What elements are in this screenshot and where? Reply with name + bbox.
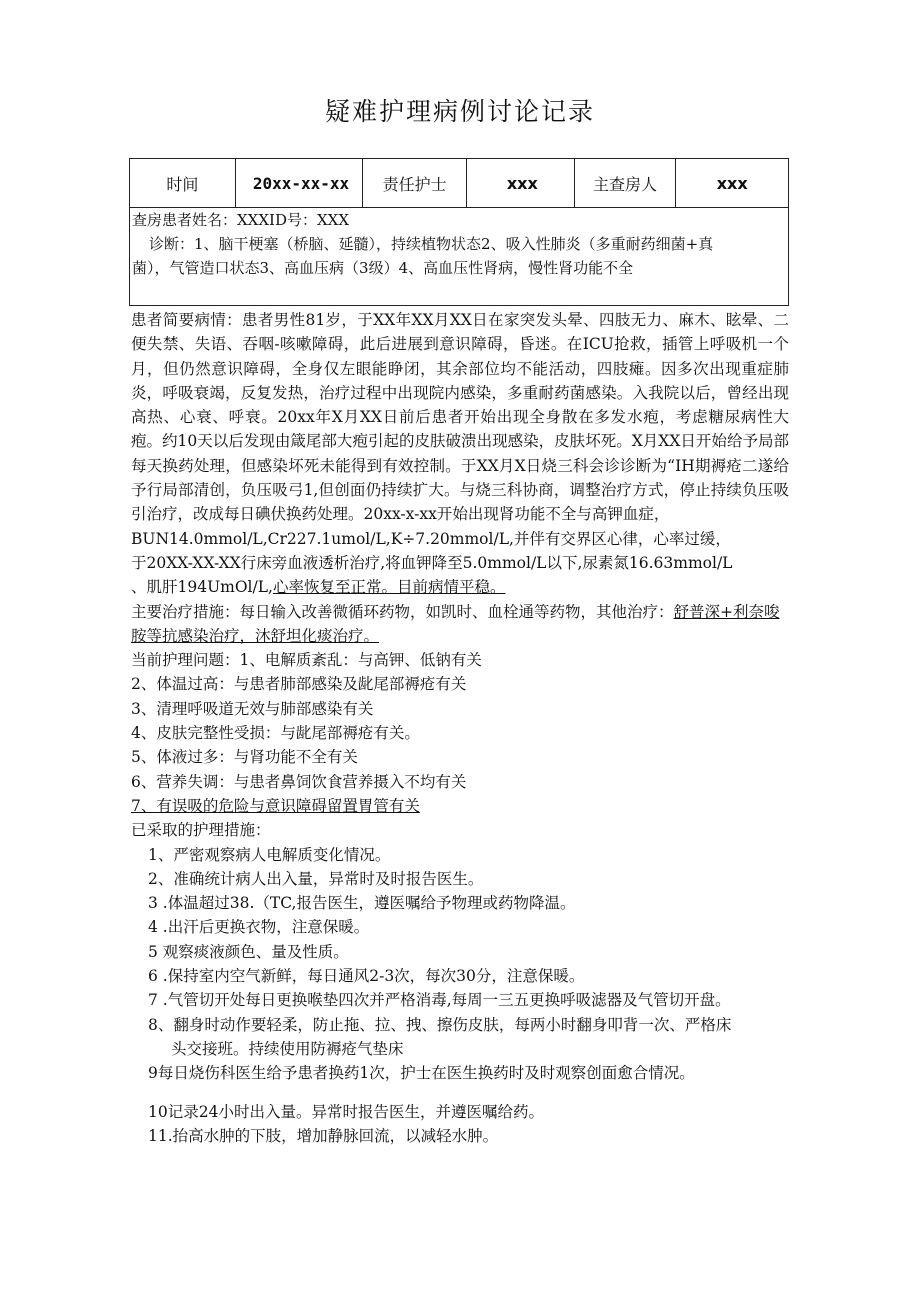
measure-item: 10记录24小时出入量。异常时报告医生，并遵医嘱给药。 bbox=[148, 1102, 544, 1121]
problem-item: 7、有误吸的危险与意识障碍留置胃管有关 bbox=[131, 796, 420, 815]
rounds-label: 主查房人 bbox=[575, 159, 677, 207]
problems-header: 当前护理问题：1、电解质紊乱：与高钾、低钠有关 bbox=[131, 651, 482, 670]
history-paragraph: 患者简要病情：患者男性81岁，于XX年XX月XX日在家突发头晕、四肢无力、麻木、眩晕、二便失禁、失语、吞咽-咳嗽障碍，此后进展到意识障碍，昏迷。在ICU抢救，插管上呼吸机一个月，但仍然意识障碍，全身仅左眼能睁闭，其余部位均不能活动，四肢瘫。因多次出现重症肺炎，呼吸衰竭，反复发热，治疗过程中出现院内感染，多重耐药菌感染。入我院以后，曾经出现高热、心衰、呼衰。20xx年X月XX日前后患者开始出现全身散在多发水疱，考虑糖尿病性大疱。约10天以后发现由箴尾部大疱引起的皮肤破溃出现感染，皮肤坏死。X月XX日开始给予局部每天换药处理，但感染坏死未能得到有效控制。于XX月X日烧三科会诊诊断为“IH期褥疮二遂给予行局部清创，负压吸弓1,但创面仍持续扩大。与烧三科协商，调整治疗方式，停止持续负压吸引治疗，改成每日碘伏换药处理。20xx-x-xx开始出现肾功能不全与高钾血症， bbox=[131, 311, 789, 524]
history-last-line bbox=[131, 575, 789, 599]
patient-line: 查房患者姓名：XXXID号：XXX bbox=[132, 211, 350, 229]
problem-item: 5、体液过多：与肾功能不全有关 bbox=[131, 748, 358, 767]
measures-header: 已采取的护理措施： bbox=[131, 821, 271, 840]
record-body bbox=[131, 308, 789, 1148]
measure-item-continued: 头交接班。持续使用防褥疮气垫床 bbox=[171, 1039, 404, 1058]
nurse-value: xxx bbox=[467, 159, 575, 207]
diagnosis-line-2: 菌），气管造口状态3、高血压病（3级）4、高血压性肾病，慢性肾功能不全 bbox=[132, 259, 634, 277]
problem-item: 3、清理呼吸道无效与肺部感染有关 bbox=[131, 699, 374, 718]
measure-item: 6 .保持室内空气新鲜，每日通风2-3次，每次30分，注意保暖。 bbox=[148, 967, 585, 986]
time-label: 时间 bbox=[130, 159, 236, 207]
page-title: 疑难护理病例讨论记录 bbox=[324, 97, 595, 126]
measure-item: 5 观察痰液颜色、量及性质。 bbox=[148, 942, 349, 961]
measure-item: 3 .体温超过38.（TC,报告医生，遵医嘱给予物理或药物降温。 bbox=[148, 894, 576, 913]
measure-item: 7 .气管切开处每日更换喉垫四次并严格消毒,每周一三五更换呼吸滤器及气管切开盘。 bbox=[148, 991, 731, 1010]
nurse-label: 责任护士 bbox=[363, 159, 467, 207]
measure-item: 8、翻身时动作要轻柔，防止拖、拉、拽、擦伤皮肤，每两小时翻身叩背一次、严格床 bbox=[148, 1015, 732, 1034]
header-table bbox=[129, 158, 789, 208]
measure-item: 4 .出汗后更换衣物，注意保暖。 bbox=[148, 918, 370, 937]
treatment-anti-infection: 舒普深+利奈唆胺等抗感染治疗，沐舒坦化痰治疗。 bbox=[131, 602, 780, 645]
rounds-value: xxx bbox=[716, 173, 748, 193]
measure-item: 2、准确统计病人出入量，异常时及时报告医生。 bbox=[148, 869, 484, 888]
measure-item: 11.抬高水肿的下肢，增加静脉回流，以减轻水肿。 bbox=[148, 1126, 499, 1145]
measure-item: 9每日烧伤科医生给予患者换药1次，护士在医生换药时及时观察创面愈合情况。 bbox=[148, 1064, 695, 1083]
time-value: 20xx-xx-xx bbox=[236, 159, 364, 207]
history-creatinine: 、肌肝194UmOl/L, bbox=[131, 578, 273, 597]
problem-item: 4、皮肤完整性受损：与龀尾部褥疮有关。 bbox=[131, 724, 420, 743]
spacer bbox=[131, 1086, 789, 1100]
diagnosis-line-1: 诊断：1、脑干梗塞（桥脑、延髓），持续植物状态2、吸入性肺炎（多重耐药细菌+真 bbox=[149, 235, 714, 253]
treatment-main: 主要治疗措施：每日输入改善微循环药物，如凯时、血栓通等药物，其他治疗： bbox=[131, 602, 674, 621]
problem-item: 2、体温过高：与患者肺部感染及龀尾部褥疮有关 bbox=[131, 675, 467, 694]
measure-item: 1、严密观察病人电解质变化情况。 bbox=[148, 845, 391, 864]
history-current-status: 心率恢复至正常。目前病情平稳。 bbox=[272, 578, 506, 597]
patient-info-box bbox=[129, 207, 789, 306]
history-dialysis-line: 于20XX-XX-XX行床旁血液透析治疗,将血钾降至5.0mmol/L以下,尿素氮16.63mmol/L bbox=[131, 553, 733, 572]
treatment-paragraph bbox=[131, 600, 789, 649]
problem-item: 6、营养失调：与患者鼻饲饮食营养摄入不均有关 bbox=[131, 772, 467, 791]
history-lab-line: BUN14.0mmol/L,Cr227.1umol/L,K÷7.20mmol/L,并伴有交界区心律，心率过缓， bbox=[131, 529, 731, 548]
